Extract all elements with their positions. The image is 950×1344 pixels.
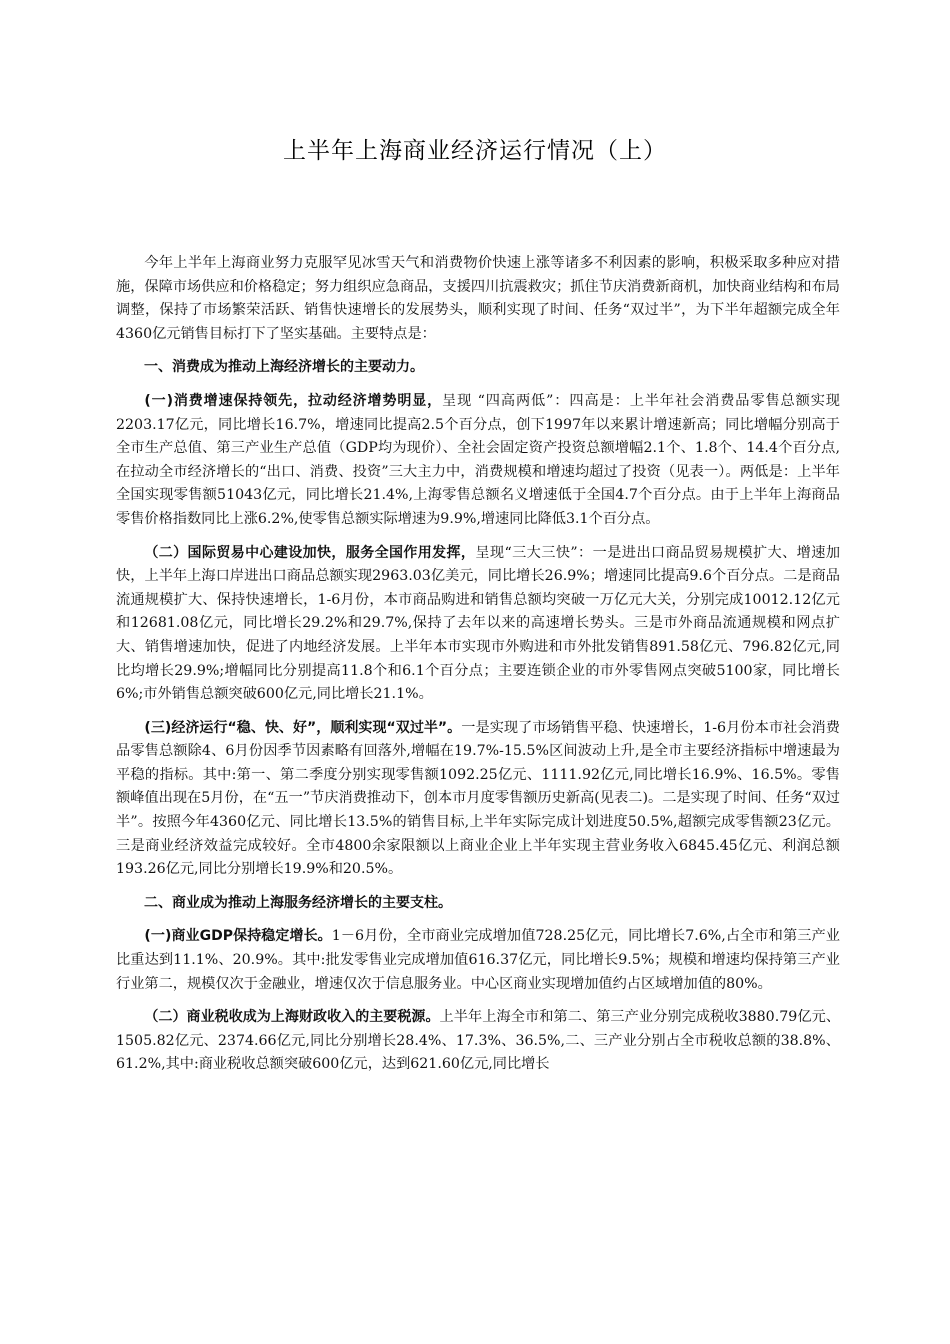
section-1-paragraph-1-lead: (一)消费增速保持领先，拉动经济增势明显， xyxy=(144,392,443,409)
section-1-heading: 一、消费成为推动上海经济增长的主要动力。 xyxy=(144,359,424,376)
section-1-paragraph-3-text: 一是实现了市场销售平稳、快速增长，1-6月份本市社会消费品零售总额除4、6月份因季节因素略有回落外,增幅在19.7%-15.5%区间波动上升,是全市主要经济指标中增速最为平稳的指标。其中:第一、第二季度分别实现零售额1092.25亿元、1111.92亿元,同比增长16.9%、16.5%。零售额峰值出现在5月份，在“五一”节庆消费推动下，创本市月度零售额历史新高(见表二)。二是实现了时间、任务“双过半”。按照今年4360亿元、同比增长13.5%的销售目标,上半年实际完成计划进度50.5%,超额完成零售额23亿元。三是商业经济效益完成较好。全市4800余家限额以上商业企业上半年实现主营业务收入6845.45亿元、利润总额193.26亿元,同比分别增长19.9%和20.5%。 xyxy=(116,719,840,878)
section-1-paragraph-1-text: 呈现 “四高两低”：四高是：上半年社会消费品零售总额实现2203.17亿元，同比增长16.7%，增速同比提高2.5个百分点，创下1997年以来累计增速新高；同比增幅分别高于全市生产总值、第三产业生产总值（GDP均为现价）、全社会固定资产投资总额增幅2.1个、1.8个、14.4个百分点, 在拉动全市经济增长的“出口、消费、投资”三大主力中，消费规模和增速均超过了投资（见表一）。两低是：上半年全国实现零售额51043亿元，同比增长21.4%,上海零售总额名义增速低于全国4.7个百分点。由于上半年上海商品零售价格指数同比上涨6.2%,使零售总额实际增速为9.9%,增速同比降低3.1个百分点。 xyxy=(116,392,840,527)
section-2-paragraph-2-lead: （二）商业税收成为上海财政收入的主要税源。 xyxy=(144,1009,440,1026)
section-2-paragraph-2 xyxy=(116,1006,840,1077)
section-1-paragraph-3-lead: (三)经济运行“稳、快、好”，顺利实现“双过半”。 xyxy=(144,719,462,736)
section-2-paragraph-1-lead: (一)商业GDP保持稳定增长。 xyxy=(144,928,332,945)
document-title: 上半年上海商业经济运行情况（上） xyxy=(283,138,667,164)
section-1-paragraph-2-text: 呈现“三大三快”：一是进出口商品贸易规模扩大、增速加快，上半年上海口岸进出口商品总额实现2963.03亿美元，同比增长26.9%；增速同比提高9.6个百分点。二是商品流通规模扩大、保持快速增长，1-6月份，本市商品购进和销售总额均突破一万亿元大关，分别完成10012.12亿元和12681.08亿元，同比增长29.2%和29.7%,保持了去年以来的高速增长势头。三是市外商品流通规模和网点扩大、销售增速加快，促进了内地经济发展。上半年本市实现市外购进和市外批发销售891.58亿元、796.82亿元,同比均增长29.9%;增幅同比分别提高11.8个和6.1个百分点；主要连锁企业的市外零售网点突破5100家，同比增长6%;市外销售总额突破600亿元,同比增长21.1%。 xyxy=(116,544,841,703)
section-2-heading: 二、商业成为推动上海服务经济增长的主要支柱。 xyxy=(144,894,452,911)
section-2-paragraph-2-text: 上半年上海全市和第二、第三产业分别完成税收3880.79亿元、1505.82亿元、2374.66亿元,同比分别增长28.4%、17.3%、36.5%,二、三产业分别占全市税收总额的38.8%、61.2%,其中:商业税收总额突破600亿元，达到621.60亿元,同比增长 xyxy=(116,1009,841,1073)
section-2-paragraph-1-text: 1－6月份，全市商业完成增加值728.25亿元，同比增长7.6%,占全市和第三产业比重达到11.1%、20.9%。其中:批发零售业完成增加值616.37亿元，同比增长9.5%；规模和增速均保持第三产业行业第二，规模仅次于金融业，增速仅次于信息服务业。中心区商业实现增加值约占区域增加值的80%。 xyxy=(116,928,840,992)
section-1-paragraph-3 xyxy=(116,717,840,882)
section-1-paragraph-1 xyxy=(116,390,840,532)
section-2-paragraph-1 xyxy=(116,925,840,996)
section-1-paragraph-2-lead: （二）国际贸易中心建设加快，服务全国作用发挥， xyxy=(144,544,476,561)
section-1-paragraph-2 xyxy=(116,542,840,707)
document-body xyxy=(116,252,840,1087)
intro-paragraph: 今年上半年上海商业努力克服罕见冰雪天气和消费物价快速上涨等诸多不利因素的影响，积极采取多种应对措施，保障市场供应和价格稳定；努力组织应急商品，支援四川抗震救灾；抓住节庆消费新商机，加快商业结构和布局调整，保持了市场繁荣活跃、销售快速增长的发展势头，顺利实现了时间、任务“双过半”，为下半年超额完成全年4360亿元销售目标打下了坚实基础。主要特点是： xyxy=(116,255,840,342)
